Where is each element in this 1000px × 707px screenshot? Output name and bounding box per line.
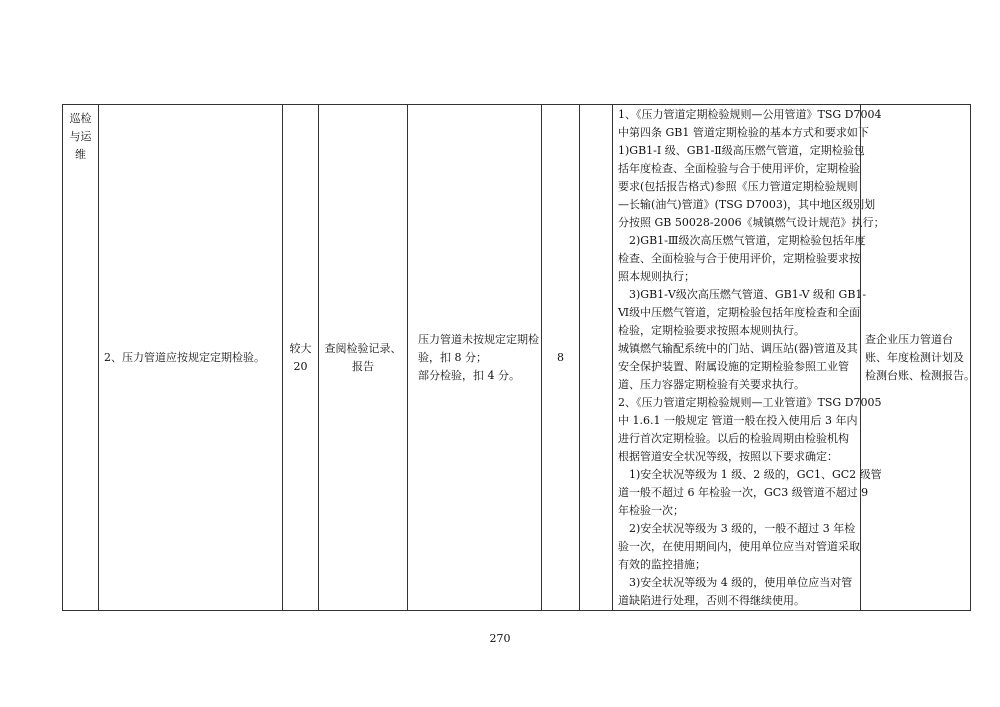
note-line: 账、年度检测计划及 xyxy=(865,350,964,364)
basis-line: 括年度检查、全面检验与合于使用评价，定期检验 xyxy=(618,162,860,175)
basis-line: 道一般不超过 6 年检验一次，GC3 级管道不超过 9 xyxy=(618,486,869,499)
basis-line: 1)GB1-I 级、GB1-Ⅱ级高压燃气管道，定期检验包 xyxy=(618,144,865,157)
table-row xyxy=(63,105,971,611)
basis-line: 有效的监控措施； xyxy=(618,558,706,571)
basis-line: 安全保护装置、附属设施的定期检验参照工业管 xyxy=(618,360,849,373)
risk-level-label: 较大 xyxy=(289,341,312,355)
deduction-criteria-cell xyxy=(408,105,542,611)
requirement-text: 2、压力管道应按规定定期检验。 xyxy=(104,350,265,364)
regulation-basis-text xyxy=(618,106,885,610)
category-cell xyxy=(63,105,99,611)
blank-cell xyxy=(580,105,613,611)
inspection-table xyxy=(62,104,975,611)
method-line: 查阅检验记录、 xyxy=(324,341,402,355)
basis-line: 验一次，在使用期间内，使用单位应当对管道采取 xyxy=(618,540,860,553)
note-line: 查企业压力管道台 xyxy=(865,332,953,346)
basis-line: 3)GB1-Ⅴ级次高压燃气管道、GB1-V 级和 GB1- xyxy=(629,288,867,301)
criteria-line: 部分检验，扣 4 分。 xyxy=(418,368,520,382)
criteria-line: 压力管道未按规定定期检 xyxy=(418,332,539,346)
score-value: 8 xyxy=(557,350,564,364)
basis-line: 根据管道安全状况等级，按照以下要求确定： xyxy=(618,450,838,463)
basis-line: 检查、全面检验与合于使用评价，定期检验要求按 xyxy=(618,252,860,265)
basis-line: 1)安全状况等级为 1 级、2 级的，GC1、GC2 级管 xyxy=(629,468,882,481)
note-line: 检测台账、检测报告。 xyxy=(865,368,975,382)
regulation-basis-cell xyxy=(613,105,885,611)
criteria-line: 验，扣 8 分； xyxy=(418,350,487,364)
basis-line: 道、压力容器定期检验有关要求执行。 xyxy=(618,378,805,391)
basis-line: 2、《压力管道定期检验规则—工业管道》TSG D7005 xyxy=(618,396,882,409)
basis-line: 进行首次定期检验。以后的检验周期由检验机构 xyxy=(618,432,849,445)
basis-line: 中第四条 GB1 管道定期检验的基本方式和要求如下 xyxy=(618,126,869,139)
inspection-method-cell xyxy=(319,105,408,611)
verification-note-cell xyxy=(861,105,975,611)
requirement-cell xyxy=(99,105,283,611)
basis-line: 2)GB1-Ⅲ级次高压燃气管道，定期检验包括年度 xyxy=(629,234,866,247)
category-line: 与运 xyxy=(69,130,92,143)
risk-level-value: 20 xyxy=(293,359,308,373)
page-number: 270 xyxy=(489,632,511,645)
basis-line: 道缺陷进行处理，否则不得继续使用。 xyxy=(618,594,805,607)
basis-line: 1、《压力管道定期检验规则—公用管道》TSG D7004 xyxy=(618,108,882,121)
basis-line: 城镇燃气输配系统中的门站、调压站(器)管道及其 xyxy=(618,342,858,355)
basis-line: 3)安全状况等级为 4 级的，使用单位应当对管 xyxy=(629,576,853,589)
basis-line: 照本规则执行； xyxy=(618,270,695,283)
method-line: 报告 xyxy=(352,359,374,373)
basis-line: 年检验一次； xyxy=(618,504,684,517)
risk-level-cell xyxy=(283,105,319,611)
basis-line: 中 1.6.1 一般规定 管道一般在投入使用后 3 年内 xyxy=(618,414,858,427)
basis-line: 2)安全状况等级为 3 级的，一般不超过 3 年检 xyxy=(629,522,856,535)
category-line: 维 xyxy=(75,148,86,161)
basis-line: Ⅵ级中压燃气管道，定期检验包括年度检查和全面 xyxy=(618,306,861,319)
basis-line: 要求(包括报告格式)参照《压力管道定期检验规则 xyxy=(618,180,858,193)
basis-line: 分按照 GB 50028-2006《城镇燃气设计规范》执行； xyxy=(618,216,885,229)
score-cell xyxy=(542,105,580,611)
category-line: 巡检 xyxy=(69,112,92,125)
basis-line: —长输(油气)管道》(TSG D7003)，其中地区级别划 xyxy=(618,198,876,211)
basis-line: 检验，定期检验要求按照本规则执行。 xyxy=(618,324,805,337)
